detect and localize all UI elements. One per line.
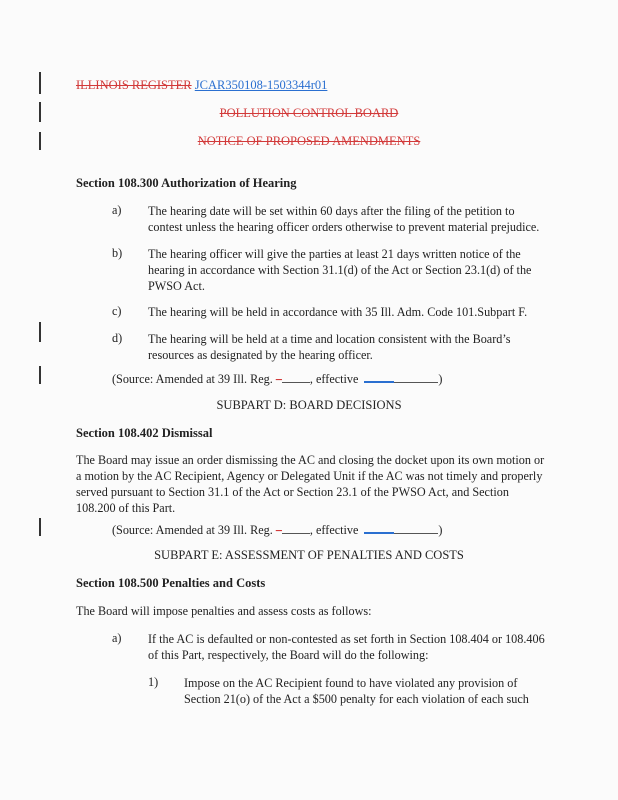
board-name: POLLUTION CONTROL BOARD	[219, 106, 399, 120]
source-close: )	[438, 523, 443, 537]
register-label: ILLINOIS REGISTER	[76, 78, 192, 92]
jcar-reference-link[interactable]: JCAR350108-1503344r01	[194, 78, 328, 92]
section-paragraph: The Board will impose penalties and assess costs as follows:	[76, 604, 372, 618]
source-effective: , effective	[309, 523, 359, 537]
source-deleted-mark: –	[275, 372, 282, 386]
section-heading: Section 108.402 Dismissal	[76, 426, 213, 440]
blank-line-inserted	[364, 532, 394, 534]
item-text: The hearing officer will give the parties at least 21 days written notice of the hearing in accordance with Section 31.1(d) of the Act or Section 23.1(d) of the PWSO Act.	[148, 247, 532, 293]
source-close: )	[438, 372, 443, 386]
blank-line-inserted	[364, 381, 394, 383]
item-label: a)	[112, 203, 122, 217]
source-effective: , effective	[309, 372, 359, 386]
source-prefix: (Source: Amended at 39 Ill. Reg.	[112, 372, 273, 386]
source-note	[112, 522, 442, 538]
item-label: d)	[112, 331, 123, 345]
section-paragraph: The Board may issue an order dismissing the AC and closing the docket upon its own motion or a motion by the AC Recipient, Agency or Delegated Unit if the AC was not timely and properly served pursuant to Section 31.1 of the Act or Section 23.1 of the PWSO Act, and Section 108.200 of this Part.	[76, 453, 545, 515]
subitem-text: Impose on the AC Recipient found to have violated any provision of Section 21(o) of the Act a $500 penalty for each violation of each such	[184, 676, 529, 706]
register-header-line	[76, 78, 327, 93]
blank-line	[282, 533, 310, 534]
item-text: The hearing date will be set within 60 days after the filing of the petition to contest unless the hearing officer orders otherwise to prevent material prejudice.	[148, 204, 540, 234]
item-text: The hearing will be held at a time and location consistent with the Board’s resources as designated by the hearing officer.	[148, 332, 511, 362]
item-text: If the AC is defaulted or non-contested as set forth in Section 108.404 or 108.406 of this Part, respectively, the Board will do the following:	[148, 632, 545, 662]
item-label: c)	[112, 304, 122, 318]
source-note	[112, 371, 442, 387]
subitem-label: 1)	[148, 675, 159, 689]
item-text: The hearing will be held in accordance with 35 Ill. Adm. Code 101.Subpart F.	[148, 305, 528, 319]
section-heading: Section 108.500 Penalties and Costs	[76, 576, 266, 590]
source-prefix: (Source: Amended at 39 Ill. Reg.	[112, 523, 273, 537]
notice-title: NOTICE OF PROPOSED AMENDMENTS	[197, 134, 421, 148]
item-label: a)	[112, 631, 122, 645]
item-label: b)	[112, 246, 123, 260]
source-deleted-mark: –	[275, 523, 282, 537]
subpart-heading: SUBPART E: ASSESSMENT OF PENALTIES AND COSTS	[154, 548, 464, 562]
change-bar	[39, 366, 41, 384]
section-heading: Section 108.300 Authorization of Hearing	[76, 176, 297, 190]
change-bar	[39, 518, 41, 536]
change-bar	[39, 322, 41, 342]
blank-line	[282, 382, 310, 383]
blank-line	[394, 382, 438, 383]
subpart-heading: SUBPART D: BOARD DECISIONS	[216, 398, 402, 412]
change-bar	[39, 72, 41, 94]
blank-line	[394, 533, 438, 534]
